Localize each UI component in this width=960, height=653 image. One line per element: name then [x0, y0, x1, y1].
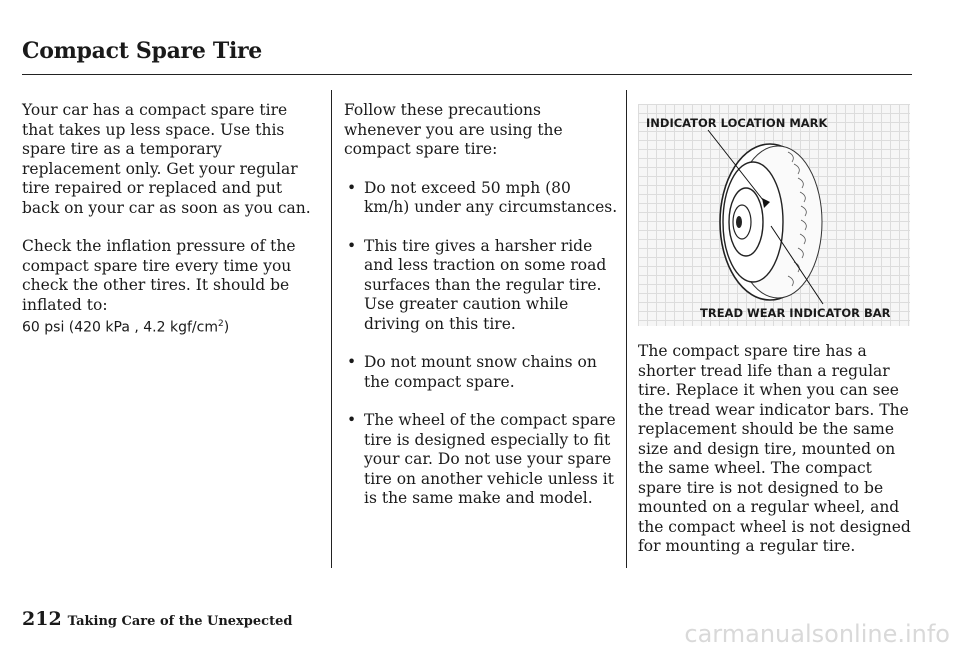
precautions-list [344, 179, 619, 509]
watermark: carmanualsonline.info [684, 620, 950, 648]
header-divider [22, 74, 912, 75]
page-number: 212 [22, 608, 62, 630]
tread-paragraph: The compact spare tire has a shorter tread life than a regular tire. Replace it when you can see the tread wear indicator bars. The replacement should be the same size and design tire, mounted on the same wheel. The compact spare tire is not designed to be mounted on a regular wheel, and the compact wheel is not designed for mounting a regular tire. [638, 342, 911, 555]
list-item: • Do not exceed 50 mph (80 km/h) under any circumstances. [344, 179, 619, 218]
list-item: • The wheel of the compact spare tire is designed especially to fit your car. Do not use your spare tire on another vehicle unless it is the same make and model. [344, 411, 619, 509]
column-intro [22, 101, 322, 338]
tread-wear-label: TREAD WEAR INDICATOR BAR [700, 306, 891, 320]
indicator-location-label: INDICATOR LOCATION MARK [646, 116, 828, 130]
section-title: Taking Care of the Unexpected [67, 614, 293, 629]
pressure-superscript: 2 [217, 319, 224, 329]
column-divider-2 [626, 90, 627, 568]
list-item: • Do not mount snow chains on the compact spare. [344, 353, 619, 392]
inflation-paragraph [22, 237, 322, 315]
intro-paragraph: Your car has a compact spare tire that takes up less space. Use this spare tire as a temporary replacement only. Get your regular tire repaired or replaced and put back on your car as soon as you can. [22, 101, 311, 217]
tire-drawing [638, 104, 910, 326]
pressure-value: 60 psi (420 kPa , 4.2 kgf/cm [22, 319, 218, 336]
column-tread [638, 342, 918, 576]
column-precautions [344, 101, 619, 528]
list-item: • This tire gives a harsher ride and less traction on some road surfaces than the regular tire. Use greater caution while driving on this tire. [344, 237, 619, 335]
precautions-intro: Follow these precautions whenever you are using the compact spare tire: [344, 101, 563, 158]
pressure-close: ) [223, 319, 230, 336]
tire-illustration [638, 104, 910, 326]
column-divider-1 [331, 90, 332, 568]
page-footer [22, 608, 292, 630]
pressure-spec [22, 315, 322, 338]
inflation-text: Check the inflation pressure of the compact spare tire every time you check the other tires. It should be inflated to: [22, 237, 296, 314]
page-title: Compact Spare Tire [22, 38, 263, 64]
